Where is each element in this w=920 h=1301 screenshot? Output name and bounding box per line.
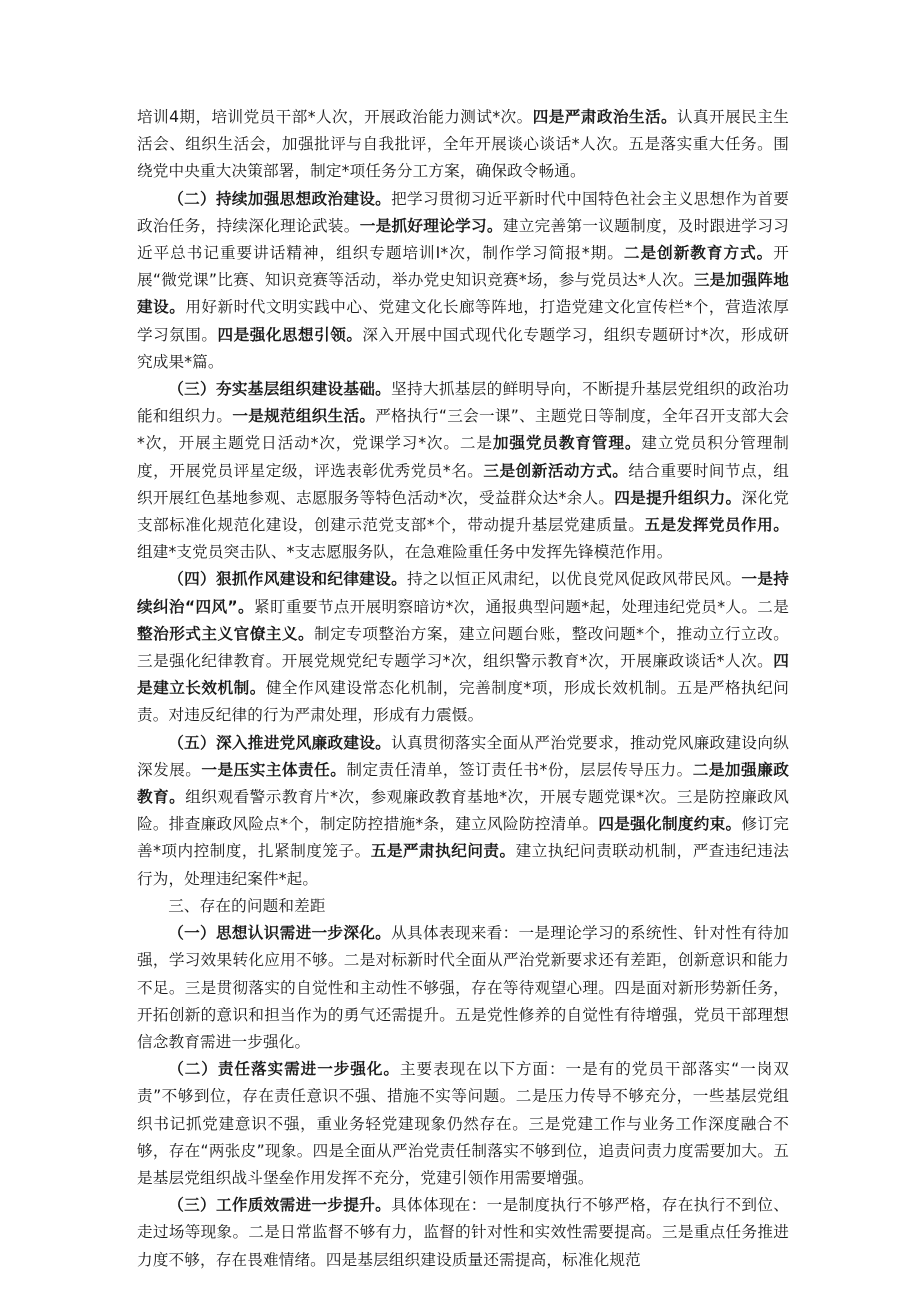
bold-phrase: 四是强化思想引领。 [217, 325, 363, 344]
text-run: 修订完善*项内控制度，扎紧制度笼子。 [137, 815, 789, 861]
text-run: 从具体表现来看：一是理论学习的系统性、针对性有待加强，学习效果转化应用不够。二是对标新时代全面从严治党新要求还有差距，创新意识和能力不足。三是贯彻落实的自觉性和主动性不够强，存在等待观望心理。四是面对新形势新任务，开拓创新的意识和担当作为的勇气还需提升。五是党性修养的自觉性有待增强，党员干部理想信念教育需进一步强化。 [137, 924, 789, 1051]
paragraph [137, 893, 789, 920]
bold-phrase: 三是加强阵地建设。 [137, 271, 789, 317]
bold-phrase: 四是强化制度约束。 [598, 815, 742, 834]
text-run: 组织观看警示教育片*次，参观廉政教育基地*次，开展专题党课*次。三是防控廉政风险。排查廉政风险点*个，制定防控措施*条，建立风险防控清单。 [137, 788, 790, 834]
text-run: 深入开展中国式现代化专题学习，组织专题研讨*次，形成研究成果*篇。 [137, 325, 789, 371]
paragraph [137, 1056, 789, 1192]
text-run: 持之以恒正风肃纪，以优良党风促政风带民风。 [407, 570, 742, 589]
text-run: 把学习贯彻习近平新时代中国特色社会主义思想作为首要政治任务，持续深化理论武装。 [137, 189, 789, 235]
text-run: 建立执纪问责联动机制，严查违纪违法行为，处理违纪案件*起。 [137, 842, 789, 888]
bold-phrase: 四是建立长效机制。 [137, 652, 789, 698]
bold-phrase: 二是创新教育方式。 [623, 244, 774, 263]
text-run: 深化党支部标准化规范化建设，创建示范党支部*个，带动提升基层党建质量。 [137, 488, 790, 535]
bold-phrase: （三）夯实基层组织建设基础。 [168, 380, 392, 399]
bold-phrase: 一是抓好理论学习。 [359, 216, 503, 235]
text-run: 用好新时代文明实践中心、党建文化长廊等阵地，打造党建文化宣传栏*个，营造浓厚学习氛围。 [137, 298, 790, 344]
bold-phrase: （五）深入推进党风廉政建设。 [168, 733, 392, 752]
text-run: 具体体现在：一是制度执行不够严格，存在执行不到位、走过场等现象。二是日常监督不够有力，监督的针对性和实效性需要提高。三是重点任务推进力度不够，存在畏难情绪。四是基层组织建设质量还需提高，标准化规范 [137, 1196, 789, 1269]
paragraph [137, 1192, 789, 1274]
text-run: 认真贯彻落实全面从严治党要求，推动党风廉政建设向纵深发展。 [137, 733, 789, 779]
paragraph [137, 566, 789, 729]
paragraph [137, 376, 789, 566]
text-run: 认真开展民主生活会、组织生活会，加强批评与自我批评，全年开展谈心谈话*人次。五是落实重大任务。围绕党中央重大决策部署，制定*项任务分工方案，确保政令畅通。 [137, 108, 789, 181]
text-run: 结合重要时间节点，组织开展红色基地参观、志愿服务等特色活动*次，受益群众达*余人。 [137, 461, 789, 507]
bold-phrase: 一是规范组织生活。 [232, 407, 376, 426]
bold-phrase: 五是严肃执纪问责。 [370, 842, 516, 861]
text-run: 严格执行“三会一课”、主题党日等制度，全年召开支部大会*次，开展主题党日活动*次，党课学习*次。二是 [137, 407, 789, 453]
text-run: 三、存在的问题和差距 [168, 896, 326, 915]
text-run: 组建*支党员突击队、*支志愿服务队，在急难险重任务中发挥先锋模范作用。 [137, 543, 673, 562]
bold-phrase: 五是发挥党员作用。 [644, 516, 789, 535]
paragraph [137, 730, 789, 893]
bold-phrase: （二）责任落实需进一步强化。 [168, 1060, 400, 1079]
text-run: 主要表现在以下方面：一是有的党员干部落实“一岗双责”不够到位，存在责任意识不强、措施不实等问题。二是压力传导不够充分，一些基层党组织书记抓党建意识不强，重业务轻党建现象仍然存在。三是党建工作与业务工作深度融合不够，存在“两张皮”现象。四是全面从严治党责任制落实不够到位，追责问责力度需要加大。五是基层党组织战斗堡垒作用发挥不充分，党建引领作用需要增强。 [137, 1060, 789, 1187]
bold-phrase: 四是严肃政治生活。 [532, 108, 678, 126]
document-page [137, 104, 789, 1274]
paragraph [137, 186, 789, 376]
bold-phrase: 一是压实主体责任。 [201, 760, 347, 779]
paragraph [137, 104, 789, 186]
bold-phrase: （二）持续加强思想政治建设。 [168, 189, 392, 208]
paragraph [137, 920, 789, 1056]
text-run: 制定责任清单，签订责任书*份，层层传导压力。 [346, 760, 693, 779]
bold-phrase: 二是加强廉政教育。 [137, 760, 789, 807]
bold-phrase: （一）思想认识需进一步深化。 [168, 924, 392, 943]
bold-phrase: 一是持续纠治“四风”。 [137, 570, 789, 616]
text-run: 坚持大抓基层的鲜明导向，不断提升基层党组织的政治功能和组织力。 [137, 380, 789, 426]
bold-phrase: 加强党员教育管理。 [492, 434, 642, 453]
text-run: 紧盯重要节点开展明察暗访*次，通报典型问题*起，处理违纪党员*人。二是 [254, 597, 789, 616]
bold-phrase: （四）狠抓作风建设和纪律建设。 [168, 570, 408, 589]
text-run: 建立党员积分管理制度，开展党员评星定级，评选表彰优秀党员*名。 [137, 434, 789, 480]
bold-phrase: （三）工作质效需进一步提升。 [168, 1196, 392, 1215]
text-run: 建立完善第一议题制度，及时跟进学习习近平总书记重要讲话精神，组织专题培训I*次，制作学习简报*期。 [137, 216, 789, 263]
bold-phrase: 整治形式主义官僚主义。 [137, 624, 315, 643]
text-run: 培训4期，培训党员干部*人次，开展政治能力测试*次。 [137, 108, 533, 126]
bold-phrase: 三是创新活动方式。 [483, 461, 629, 480]
bold-phrase: 四是提升组织力。 [614, 488, 742, 507]
text-run: 制定专项整治方案，建立问题台账，整改问题*个，推动立行立改。三是强化纪律教育。开展党规党纪专题学习*次，组织警示教育*次，开展廉政谈话*人次。 [137, 624, 789, 671]
text-run: 开展“微党课”比赛、知识竞赛等活动，举办党史知识竞赛*场，参与党员达*人次。 [137, 244, 789, 290]
text-run: 健全作风建设常态化机制，完善制度*项，形成长效机制。五是严格执纪问责。对违反纪律的行为严肃处理，形成有力震慑。 [137, 679, 789, 725]
